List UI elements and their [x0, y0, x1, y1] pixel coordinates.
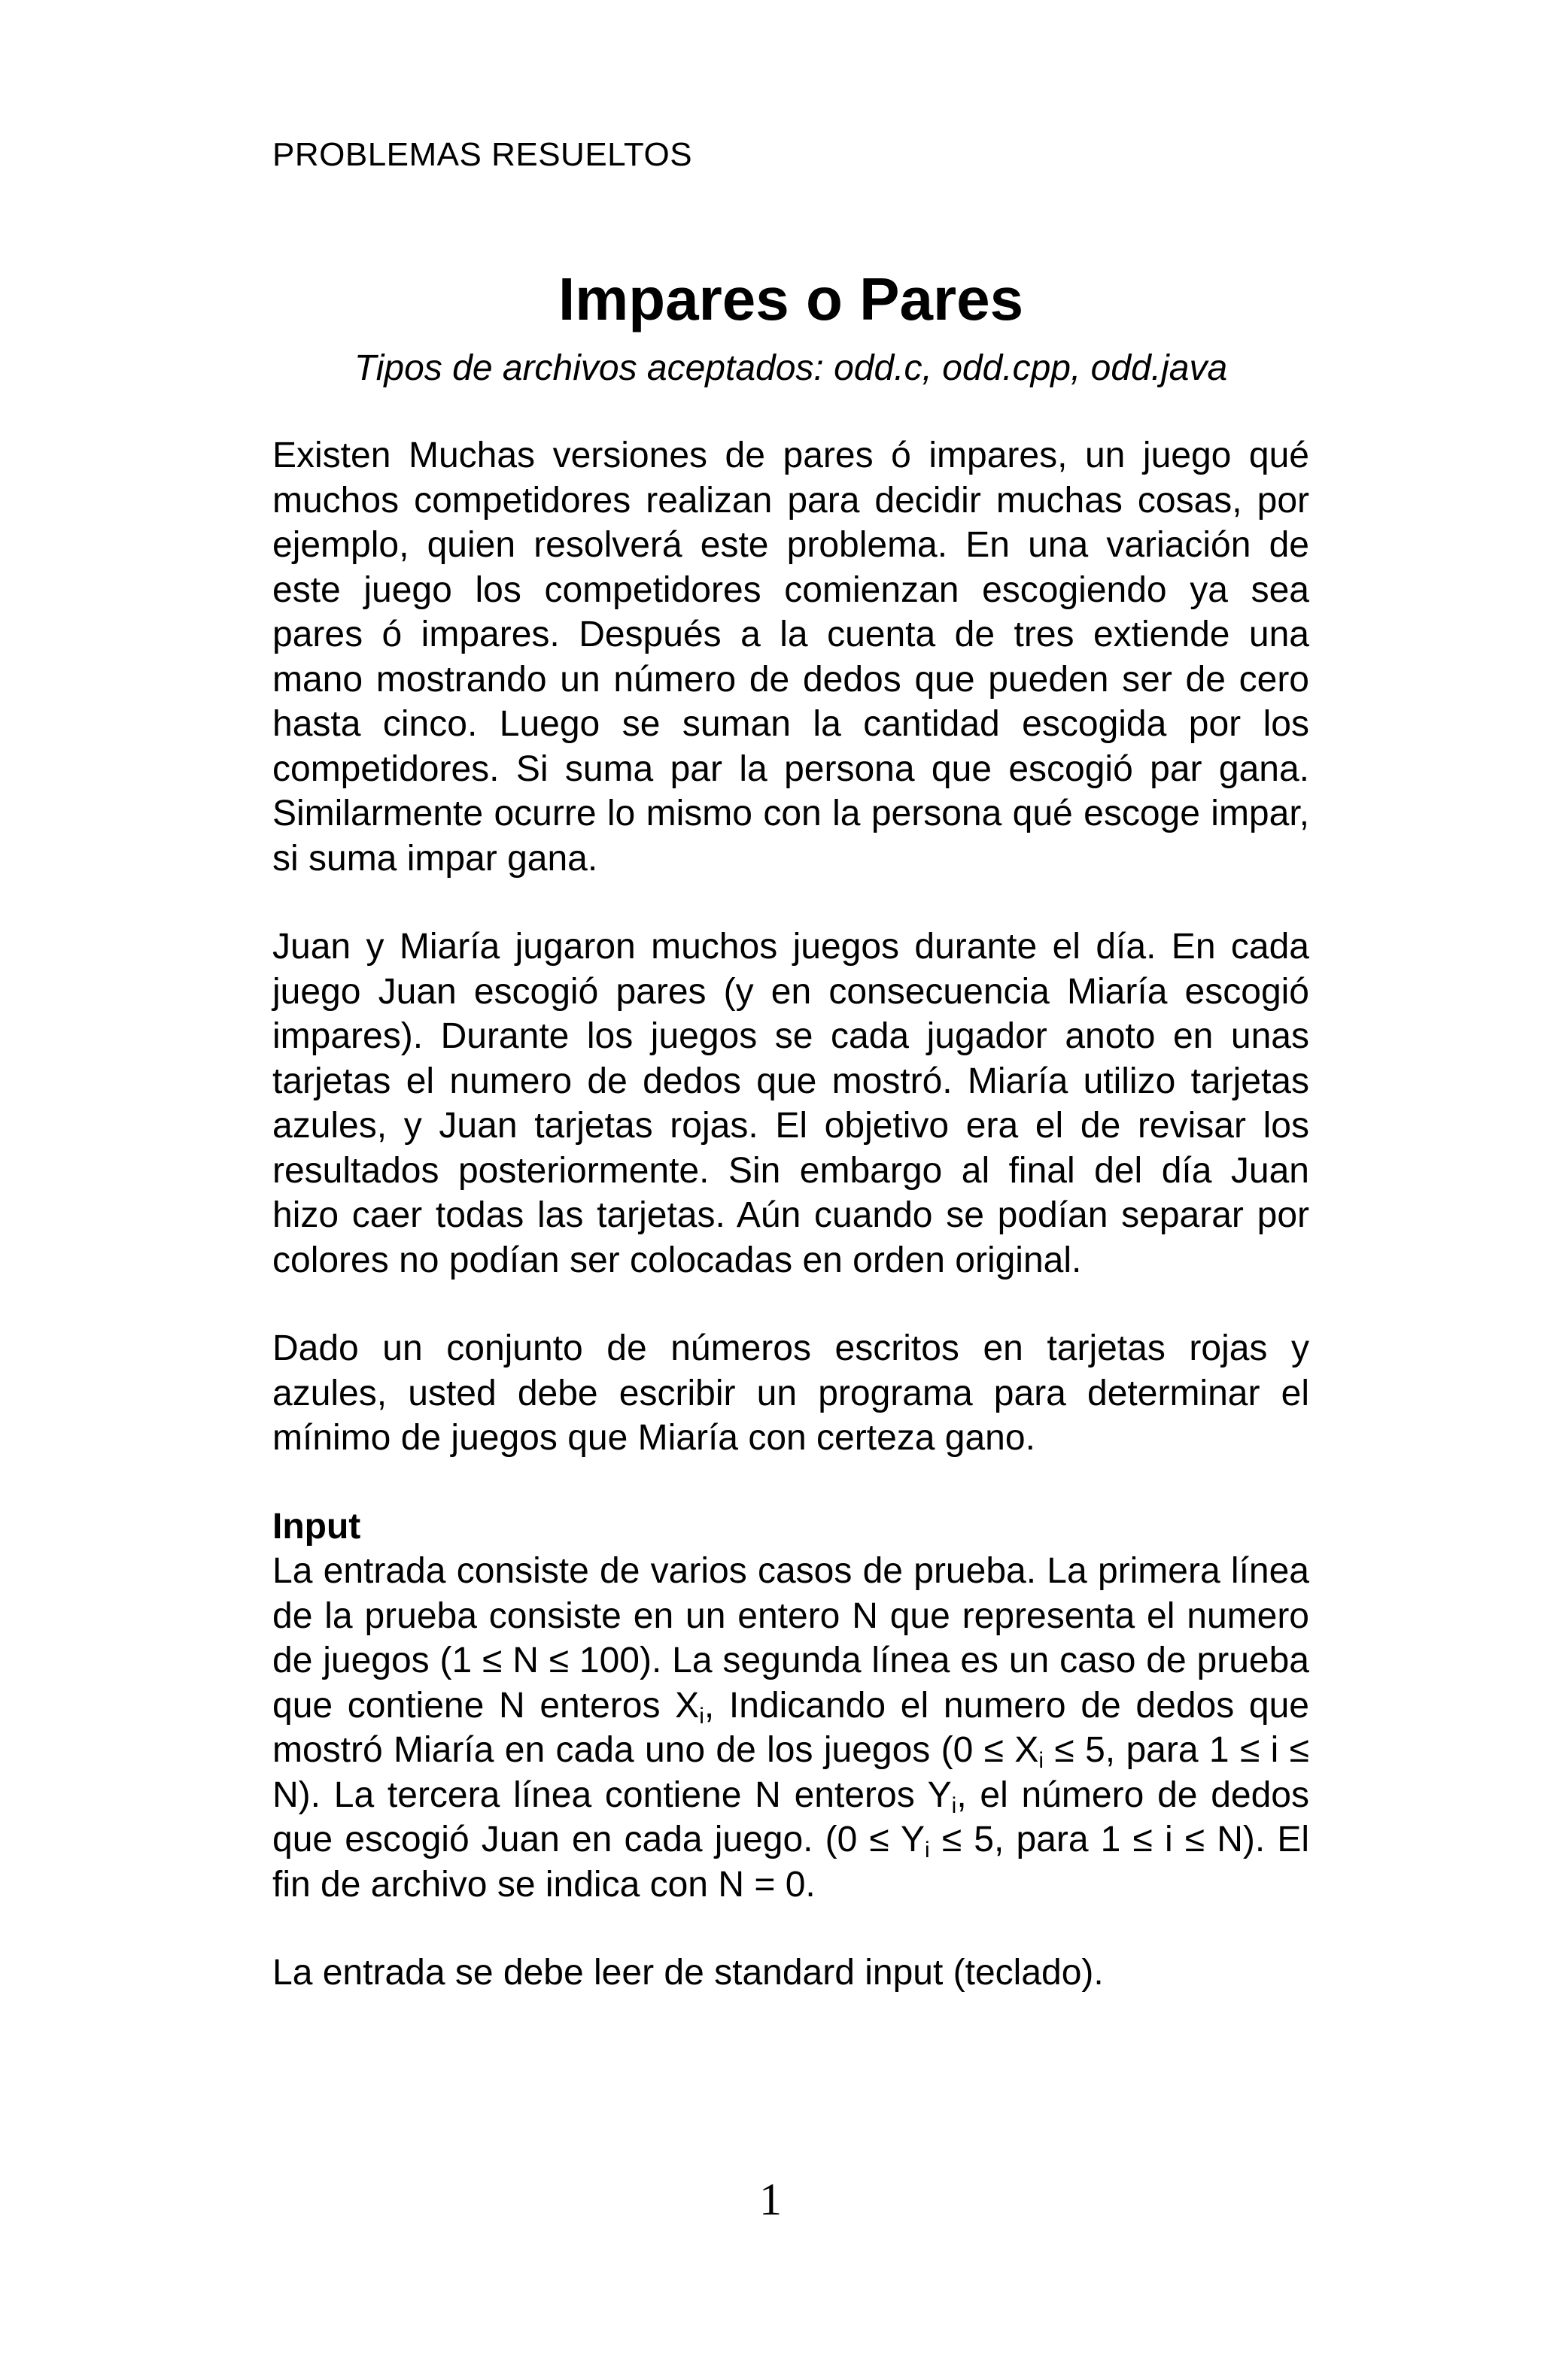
input-heading: Input	[272, 1506, 361, 1547]
paragraph-task: Dado un conjunto de números escritos en tarjetas rojas y azules, usted debe escribir un programa para determinar el mínimo de juegos que Miaría con certeza gano.	[272, 1328, 1309, 1458]
problem-body	[272, 433, 1309, 2039]
subscript-i: i	[925, 1838, 930, 1862]
input-spec-text-1: La entrada consiste de varios casos de prueba. La primera línea de la prueba consiste en un entero N que representa el numero de juegos (1 ≤ N ≤ 100). La segunda línea es un caso de prueba que contiene N enteros X	[272, 1551, 1309, 1726]
paragraph-story: Juan y Miaría jugaron muchos juegos durante el día. En cada juego Juan escogió pares (y en consecuencia Miaría escogió impares). Durante los juegos se cada jugador anoto en unas tarjetas el numero de dedos que mostró. Miaría utilizo tarjetas azules, y Juan tarjetas rojas. El objetivo era el de revisar los resultados posteriormente. Sin embargo al final del día Juan hizo caer todas las tarjetas. Aún cuando se podían separar por colores no podían ser colocadas en orden original.	[272, 927, 1309, 1280]
paragraph-intro: Existen Muchas versiones de pares ó impares, un juego qué muchos competidores realizan para decidir muchas cosas, por ejemplo, quien resolverá este problema. En una variación de este juego los competidores comienzan escogiendo ya sea pares ó impares. Después a la cuenta de tres extiende una mano mostrando un número de dedos que pueden ser de cero hasta cinco. Luego se suman la cantidad escogida por los competidores. Si suma par la persona que escogió par gana. Similarmente ocurre lo mismo con la persona qué escoge impar, si suma impar gana.	[272, 436, 1309, 879]
subscript-i: i	[699, 1703, 704, 1729]
input-spec-text-4: , el número de dedos que escogió Juan en cada juego. (0 ≤ Y	[272, 1774, 1310, 1859]
paragraph-input-spec	[272, 1549, 1309, 1907]
accepted-files-subtitle: Tipos de archivos aceptados: odd.c, odd.cpp, odd.java	[354, 348, 1228, 388]
page-number: 1	[759, 2175, 782, 2224]
running-header: PROBLEMAS RESUELTOS	[272, 136, 693, 173]
input-spec-text-5: ≤ 5, para 1 ≤ i ≤ N). El fin de archivo se indica con N = 0.	[272, 1820, 1309, 1905]
problem-title: Impares o Pares	[558, 266, 1024, 332]
subscript-i: i	[951, 1793, 957, 1818]
subscript-i: i	[1038, 1748, 1044, 1773]
paragraph-stdin-note: La entrada se debe leer de standard input (teclado).	[272, 1953, 1104, 1993]
input-spec-text-2: , Indicando el numero de dedos que mostró Miaría en cada uno de los juegos (0 ≤ X	[272, 1685, 1309, 1770]
input-spec-text-3: ≤ 5, para 1 ≤ i ≤ N). La tercera línea contiene N enteros Y	[272, 1730, 1309, 1815]
